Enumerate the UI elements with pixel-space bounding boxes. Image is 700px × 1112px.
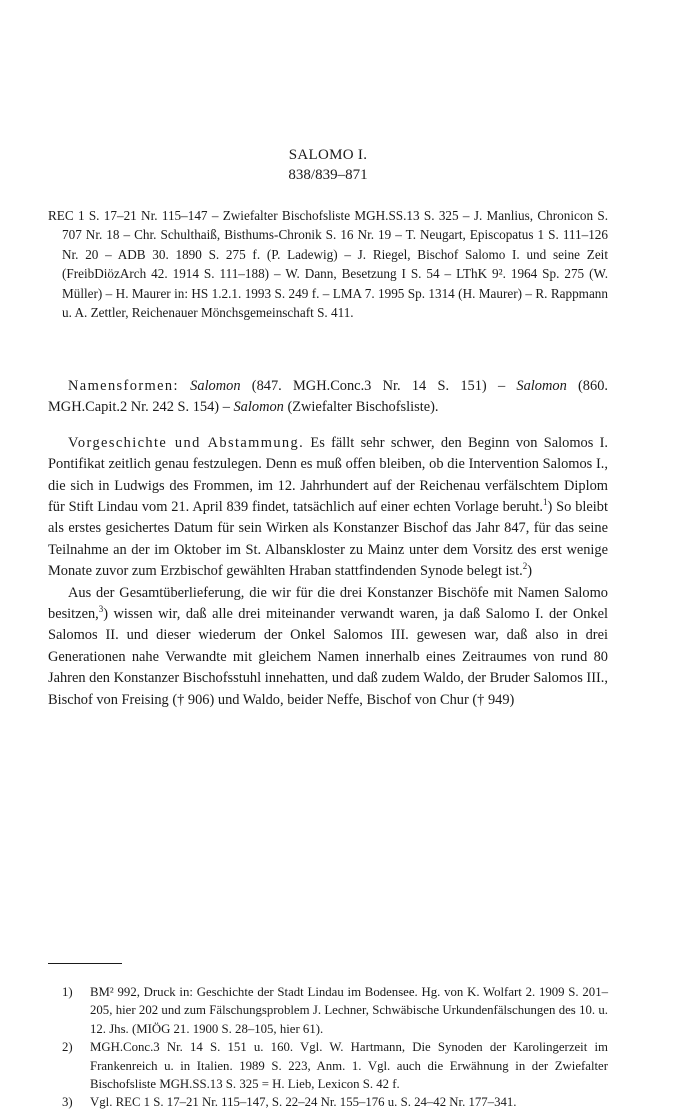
footnote-text: BM² 992, Druck in: Geschichte der Stadt Lindau im Bodensee. Hg. von K. Wolfart 2. 1909 S. 201–205, hier 202 und zum Fälschungsproblem J. Lechner, Schwäbische Urkundenfälschungen des 10. u. 12. Jhs. (MIÖG 21. 1900 S. 28–105, hier 61).	[90, 985, 608, 1036]
name-form: Salomon	[233, 399, 284, 416]
footnote-text: MGH.Conc.3 Nr. 14 S. 151 u. 160. Vgl. W. Hartmann, Die Synoden der Karolingerzeit im Frankenreich u. in Italien. 1989 S. 223, Anm. 1. Vgl. auch die Erwähnung in der Zwiefalter Bischofsliste MGH.SS.13 S. 325 = H. Lieb, Lexicon S. 42 f.	[90, 1040, 608, 1092]
footnote-number: 2)	[62, 1040, 73, 1055]
footnote-divider	[48, 963, 122, 964]
footnote-number: 3)	[62, 1095, 73, 1110]
page-title: SALOMO I.	[288, 147, 368, 163]
bibliography-block: REC 1 S. 17–21 Nr. 115–147 – Zwiefalter Bischofsliste MGH.SS.13 S. 325 – J. Manlius, Chronicon S. 707 Nr. 18 – Chr. Schulthaiß, Bisthums-Chronik S. 16 Nr. 19 – T. Neugart, Episcopatus 1 S. 111–126 Nr. 20 – ADB 30. 1890 S. 275 f. (P. Ladewig) – J. Riegel, Bischof Salomo I. und seine Zeit (FreibDiözArch 42. 1914 S. 111–188) – W. Dann, Besetzung I S. 54 – LThK 9². 1964 Sp. 275 (W. Müller) – H. Maurer in: HS 1.2.1. 1993 S. 249 f. – LMA 7. 1995 Sp. 1314 (H. Maurer) – R. Rappmann u. A. Zettler, Reichenauer Mönchsgemeinschaft S. 411.	[48, 208, 608, 321]
namensformen-paragraph: Namensformen: Salomon (847. MGH.Conc.3 Nr. 14 S. 151) – Salomon (860. MGH.Capit.2 Nr. 242 S. 154) – Salomon (Zwiefalter Bischofsliste).	[48, 378, 608, 416]
vorgeschichte-paragraph: Vorgeschichte und Abstammung. Es fällt sehr schwer, den Beginn von Salomos I. Pontifikat zeitlich genau festzulegen. Denn es muß offen bleiben, ob die Intervention Salomos I., die sich in Ludwigs des Frommen, im 12. Jahrhundert auf der Reichenau verfälschtem Diplom für Stift Lindau vom 21. April 839 findet, tatsächlich auf einer echten Vorlage beruht.$^1$) So bleibt als erstes gesichertes Datum für sein Wirken als Konstanzer Bischof das Jahr 847, für das seine Teilnahme an der im Oktober im St. Albanskloster zu Mainz unter dem Vorsitz des erst wenige Monate zuvor zum Erzbischof gewählten Hraban stattfindenden Synode belegt ist.$^2$)	[48, 434, 608, 580]
main-text	[48, 376, 608, 711]
footnote	[48, 983, 608, 1038]
footnote	[48, 1093, 608, 1111]
footnote-text: Vgl. REC 1 S. 17–21 Nr. 115–147, S. 22–24 Nr. 155–176 u. S. 24–42 Nr. 177–341.	[90, 1095, 517, 1110]
footnote-number: 1)	[62, 985, 73, 999]
name-form: Salomon	[516, 378, 567, 394]
footnote-ref[interactable]: 3	[98, 604, 104, 615]
verwandtschaft-paragraph: Aus der Gesamtüberlieferung, die wir für die drei Konstanzer Bischöfe mit Namen Salomo besitzen,$^3$) wissen wir, daß alle drei miteinander verwandt waren, ja daß Salomo I. der Onkel Salomos II. und dieser wiederum der Onkel Salomos III. gewesen war, daß also in drei Generationen nahe Verwandte mit gleichem Namen innerhalb eines Zeitraumes von rund 80 Jahren den Konstanzer Bischofsstuhl innehatten, und daß zudem Waldo, der Bruder Salomos III., Bischof von Freising († 906) und Waldo, beider Neffe, Bischof von Chur († 949)	[48, 584, 608, 708]
name-form: Salomon	[190, 378, 241, 394]
footnote	[48, 1038, 608, 1093]
section-heading-namensformen: Namensformen:	[68, 378, 179, 394]
footnote-ref[interactable]: 1	[543, 497, 548, 508]
section-heading-vorgeschichte: Vorgeschichte und Abstammung.	[68, 434, 305, 451]
footnotes	[48, 983, 608, 1112]
footnote-ref[interactable]: 2	[522, 561, 528, 572]
book-page	[48, 0, 608, 1110]
episcopate-dates: 838/839–871	[288, 167, 368, 183]
